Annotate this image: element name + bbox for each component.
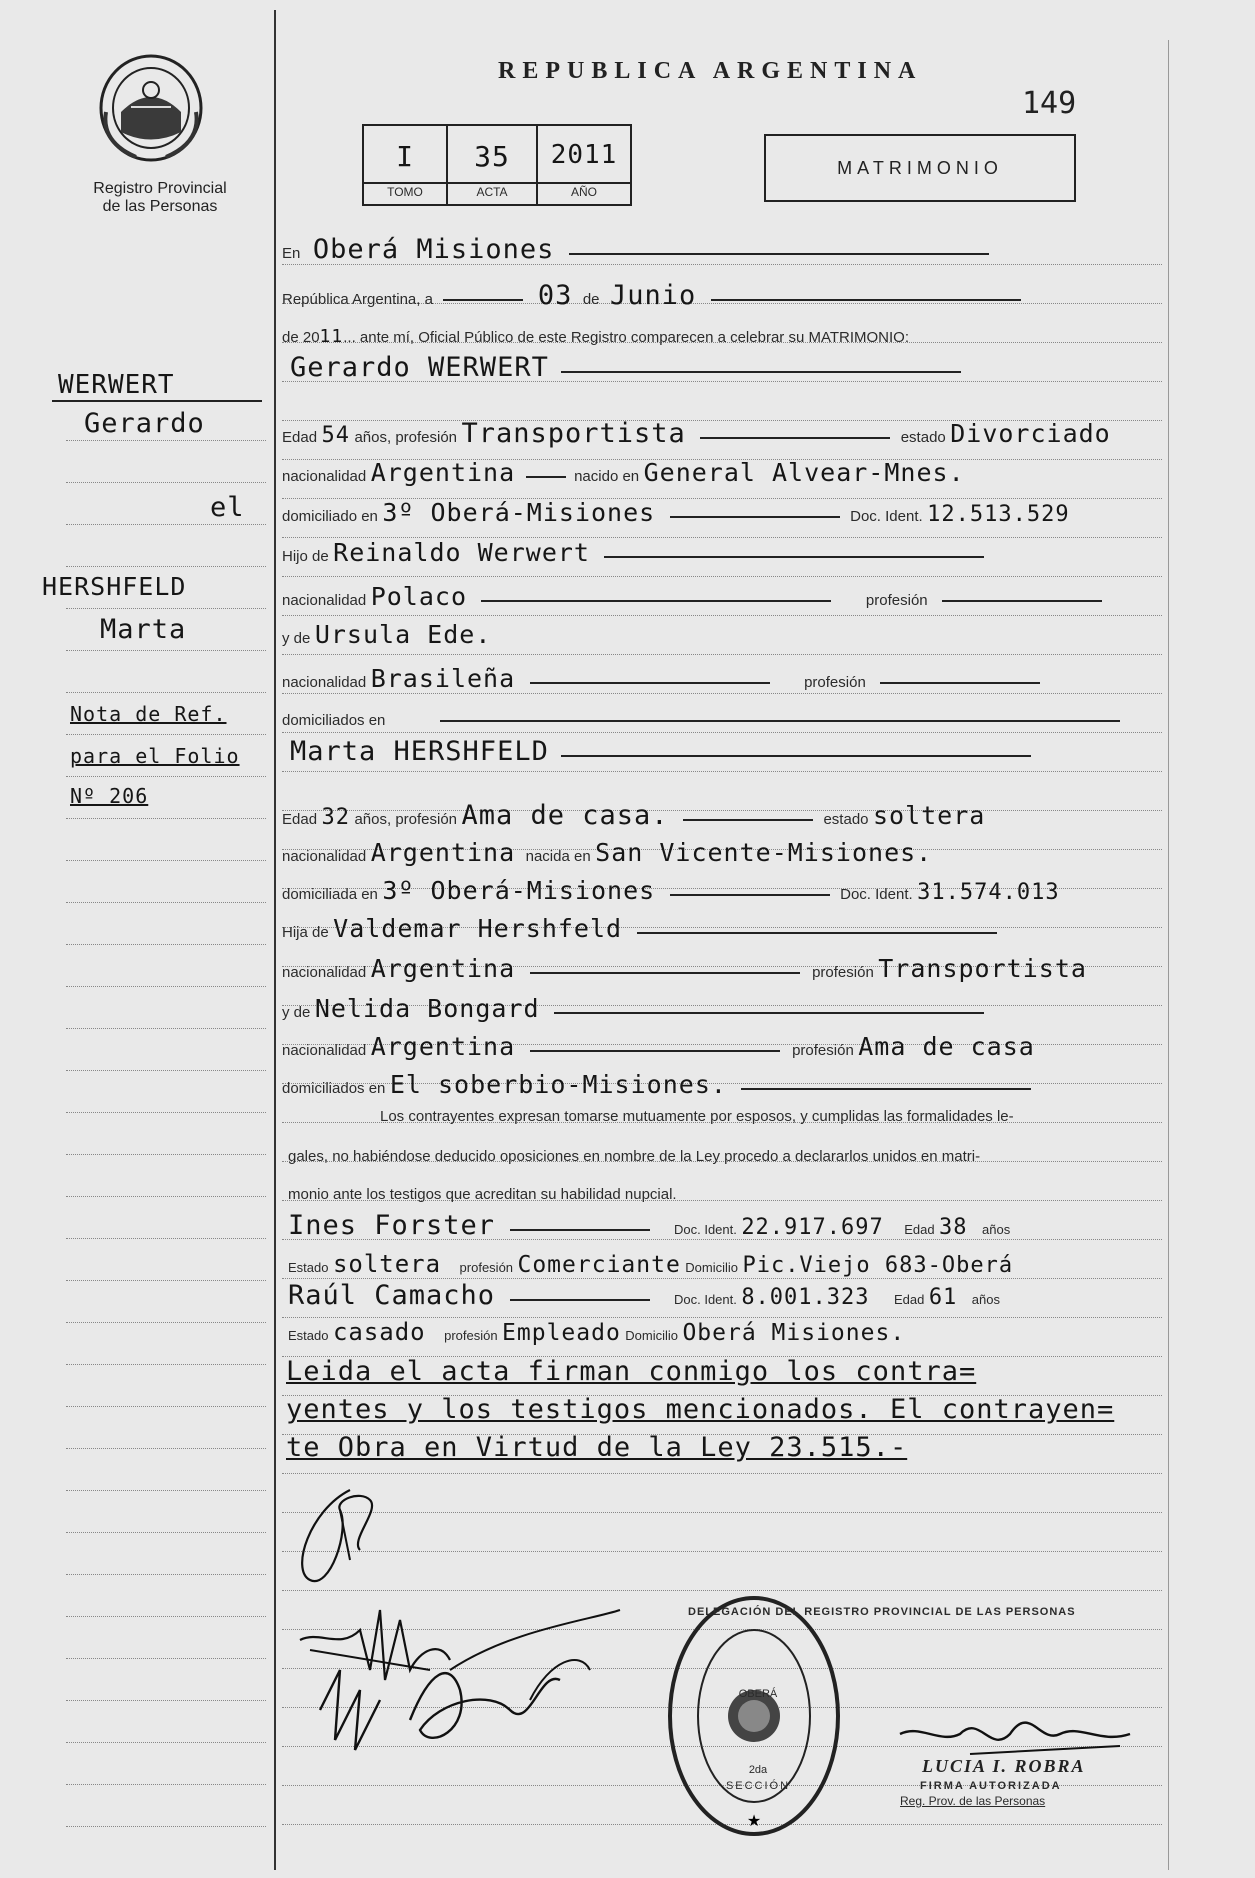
official-name: LUCIA I. ROBRA	[922, 1756, 1086, 1776]
bride-address-row	[282, 876, 1060, 905]
margin-ruled-line	[66, 1658, 266, 1659]
bride-age-row	[282, 800, 985, 831]
witness2-anos-label: años	[971, 1292, 1000, 1307]
margin-ruled-line	[66, 1280, 266, 1281]
margin-ruled-line	[66, 734, 266, 735]
margin-ruled-line	[66, 692, 266, 693]
margin-ruled-line	[66, 608, 266, 609]
bride-father-profession: Transportista	[878, 954, 1087, 983]
formal-line-2: gales, no habiéndose deducido oposiciones en nombre de la Ley procedo a declararlos unidos en matri-	[288, 1148, 981, 1165]
stamp-inner-mid: 2da	[748, 1764, 768, 1776]
groom-mother-nat-row	[282, 664, 1040, 693]
groom-mother: Ursula Ede.	[314, 620, 492, 649]
margin-ruled-line	[66, 902, 266, 903]
groom-name-row	[290, 352, 961, 383]
groom-estado-label: estado	[900, 429, 946, 446]
bride-nat-row	[282, 838, 932, 867]
margin-ruled-line	[66, 1406, 266, 1407]
witness1-prof-label: profesión	[459, 1260, 514, 1275]
record-type-box	[764, 134, 1076, 202]
bride-nationality: Argentina	[370, 838, 516, 867]
witness1-row2	[288, 1250, 1013, 1278]
groom-father: Reinaldo Werwert	[333, 538, 590, 567]
closing-line-2: yentes y los testigos mencionados. El contrayen=	[286, 1394, 1115, 1425]
groom-doc: 12.513.529	[927, 502, 1070, 527]
tomo-value: I	[396, 140, 414, 173]
bride-age: 32	[321, 805, 350, 830]
margin-ruled-line	[66, 440, 266, 441]
bride-parents-address: El soberbio-Misiones.	[389, 1070, 727, 1099]
provincial-seal	[96, 52, 206, 164]
official-title-2: Reg. Prov. de las Personas	[900, 1794, 1046, 1808]
groom-anos-label: años, profesión	[354, 429, 458, 446]
margin-ruled-line	[66, 1154, 266, 1155]
groom-father-nationality: Polaco	[370, 582, 468, 611]
witness2-address: Oberá Misiones.	[682, 1320, 906, 1346]
bride-name-row	[290, 736, 1031, 767]
witness2-dom-label: Domicilio	[625, 1328, 678, 1343]
body-ruled-line	[282, 1278, 1162, 1279]
groom-civil-status: Divorciado	[950, 419, 1111, 448]
groom-address-row	[282, 498, 1070, 527]
groom-domiciliados-label: domiciliados en	[282, 712, 386, 729]
margin-ruled-line	[66, 1532, 266, 1533]
bride-father: Valdemar Hershfeld	[333, 914, 623, 943]
witness2-edad-label: Edad	[893, 1292, 925, 1307]
witness2-age: 61	[928, 1285, 958, 1310]
witness1-anos-label: años	[982, 1222, 1011, 1237]
registry-line-1: Registro Provincial	[93, 180, 227, 197]
signatures-svg	[290, 1470, 720, 1780]
record-type: MATRIMONIO	[837, 158, 1003, 178]
groom-yde-label: y de	[282, 630, 311, 647]
witness1-civil-status: soltera	[332, 1250, 442, 1278]
margin-ruled-line	[66, 566, 266, 567]
bride-doc: 31.574.013	[917, 880, 1060, 905]
de-label: de	[582, 291, 600, 308]
margin-ruled-line	[66, 1700, 266, 1701]
margin-note-1: Nota de Ref.	[70, 702, 227, 726]
bride-mother-nationality: Argentina	[370, 1032, 516, 1061]
year-suffix: 11	[319, 326, 344, 347]
intro-place: Oberá Misiones	[312, 234, 555, 265]
margin-bride-name: Marta	[100, 614, 187, 645]
intro-year-row	[282, 326, 909, 347]
bride-domiciliados-label: domiciliados en	[282, 1080, 386, 1097]
body-ruled-line	[282, 771, 1162, 772]
margin-ruled-line	[66, 1238, 266, 1239]
signatures	[290, 1470, 720, 1780]
witness1-doc-label: Doc. Ident.	[673, 1222, 737, 1237]
bride-mother: Nelida Bongard	[314, 994, 540, 1023]
groom-age-row	[282, 418, 1111, 449]
margin-note-2: para el Folio	[70, 744, 240, 768]
groom-profession: Transportista	[461, 418, 686, 449]
bride-civil-status: soltera	[872, 801, 986, 830]
margin-underline	[52, 400, 262, 402]
body-ruled-line	[282, 732, 1162, 733]
bride-father-row	[282, 914, 997, 943]
groom-birthplace: General Alvear-Mnes.	[643, 458, 965, 487]
margin-ruled-line	[66, 1490, 266, 1491]
groom-age: 54	[321, 423, 350, 448]
witness2-doc: 8.001.323	[741, 1285, 870, 1310]
official-title-1: FIRMA AUTORIZADA	[920, 1780, 1062, 1792]
margin-ruled-line	[66, 1784, 266, 1785]
witness2-civil-status: casado	[332, 1318, 426, 1346]
margin-ruled-line	[66, 1028, 266, 1029]
country-title: REPUBLICA ARGENTINA	[498, 58, 923, 84]
bride-father-nat-row	[282, 954, 1087, 983]
witness1-doc: 22.917.697	[741, 1215, 884, 1240]
bride-nacida-label: nacida en	[525, 848, 591, 865]
margin-ruled-line	[66, 1070, 266, 1071]
closing-line-3: te Obra en Virtud de la Ley 23.515.-	[286, 1432, 908, 1463]
witness2-row1	[288, 1280, 1000, 1311]
witness2-prof-label: profesión	[444, 1328, 498, 1343]
margin-ruled-line	[66, 986, 266, 987]
closing-line-1: Leida el acta firman conmigo los contra=	[286, 1356, 977, 1387]
groom-mother-nat-label: nacionalidad	[282, 674, 367, 691]
witness2-estado-label: Estado	[288, 1328, 329, 1343]
margin-ruled-line	[66, 1364, 266, 1365]
bride-hija-label: Hija de	[282, 924, 329, 941]
groom-nat-label: nacionalidad	[282, 468, 367, 485]
witness2-doc-label: Doc. Ident.	[673, 1292, 737, 1307]
body-ruled-line	[282, 615, 1162, 616]
bride-domiciliados-row	[282, 1070, 1031, 1099]
formal-line-1: Los contrayentes expresan tomarse mutuamente por esposos, y cumplidas las formalidades le-	[380, 1108, 1014, 1125]
groom-father-nat-row	[282, 582, 1102, 611]
acta-value: 35	[474, 140, 510, 173]
body-ruled-line	[282, 693, 1162, 694]
stamp-inner-bottom: SECCIÓN	[725, 1780, 791, 1792]
bride-father-nat-label: nacionalidad	[282, 964, 367, 981]
margin-ruled-line	[66, 1616, 266, 1617]
body-ruled-line	[282, 654, 1162, 655]
bride-anos-label: años, profesión	[354, 811, 458, 828]
anio-label: AÑO	[570, 185, 597, 199]
bride-mother-nat-label: nacionalidad	[282, 1042, 367, 1059]
margin-ruled-line	[66, 1322, 266, 1323]
bride-mother-row	[282, 994, 984, 1023]
witness1-age: 38	[939, 1215, 968, 1240]
margin-ruled-line	[66, 776, 266, 777]
page-number: 149	[1022, 86, 1077, 121]
year-prefix: de 20	[282, 329, 320, 346]
groom-nacido-label: nacido en	[574, 468, 640, 485]
groom-father-nat-label: nacionalidad	[282, 592, 367, 609]
bride-mother-profession: Ama de casa	[858, 1032, 1035, 1061]
bride-doc-label: Doc. Ident.	[840, 886, 913, 903]
anio-value: 2011	[550, 140, 618, 170]
witness1-name: Ines Forster	[288, 1210, 496, 1241]
registry-line-2: de las Personas	[102, 198, 218, 215]
witness1-address: Pic.Viejo 683-Oberá	[742, 1253, 1014, 1278]
margin-ruled-line	[66, 1448, 266, 1449]
margin-ruled-line	[66, 650, 266, 651]
body-ruled-line	[282, 576, 1162, 577]
registry-name	[60, 180, 260, 216]
intro-date-row	[282, 280, 1021, 311]
bride-father-prof-label: profesión	[812, 964, 874, 981]
acta-label: ACTA	[476, 185, 508, 199]
margin-ruled-line	[66, 1574, 266, 1575]
witness1-edad-label: Edad	[904, 1222, 935, 1237]
groom-father-row	[282, 538, 984, 567]
bride-father-nationality: Argentina	[370, 954, 516, 983]
svg-text:★: ★	[746, 1811, 762, 1830]
bride-profession: Ama de casa.	[461, 800, 669, 831]
bride-mother-prof-label: profesión	[792, 1042, 854, 1059]
witness2-name: Raúl Camacho	[288, 1280, 496, 1311]
groom-domiciliados-row	[282, 712, 1120, 730]
bride-birthplace: San Vicente-Misiones.	[595, 838, 933, 867]
bride-mother-nat-row	[282, 1032, 1035, 1061]
witness1-row1	[288, 1210, 1010, 1241]
margin-ruled-line	[66, 482, 266, 483]
groom-nationality: Argentina	[370, 458, 516, 487]
margin-ruled-line	[66, 1742, 266, 1743]
en-label: En	[282, 245, 301, 262]
groom-mother-prof-label: profesión	[804, 674, 866, 691]
bride-yde-label: y de	[282, 1004, 311, 1021]
stamp-outer-text: DELEGACIÓN DEL REGISTRO PROVINCIAL DE LAS PERSONAS	[688, 1606, 1076, 1618]
margin-bride-surname: HERSHFELD	[42, 572, 187, 601]
margin-rule	[274, 10, 276, 1870]
formal-line-3: monio ante los testigos que acreditan su habilidad nupcial.	[288, 1186, 677, 1203]
stamp-inner-top: OBERÁ	[738, 1688, 778, 1700]
groom-mother-row	[282, 620, 491, 649]
bride-edad-label: Edad	[282, 811, 318, 828]
groom-full-name: Gerardo WERWERT	[290, 352, 549, 383]
official-signature	[890, 1694, 1140, 1764]
witness2-row2	[288, 1318, 905, 1346]
groom-nat-row	[282, 458, 965, 487]
groom-address: 3º Oberá-Misiones	[382, 498, 656, 527]
margin-ruled-line	[66, 944, 266, 945]
bride-nat-label: nacionalidad	[282, 848, 367, 865]
witness1-estado-label: Estado	[288, 1260, 329, 1275]
witness2-profession: Empleado	[502, 1320, 621, 1346]
intro-place-row	[282, 234, 989, 265]
bride-full-name: Marta HERSHFELD	[290, 736, 549, 767]
margin-conj: el	[210, 492, 245, 523]
groom-hijo-label: Hijo de	[282, 548, 329, 565]
groom-dom-label: domiciliado en	[282, 508, 378, 525]
margin-ruled-line	[66, 524, 266, 525]
margin-ruled-line	[66, 860, 266, 861]
groom-edad-label: Edad	[282, 429, 318, 446]
margin-note-3: Nº 206	[70, 784, 149, 808]
margin-ruled-line	[66, 818, 266, 819]
bride-dom-label: domiciliada en	[282, 886, 378, 903]
groom-father-prof-label: profesión	[865, 592, 928, 609]
republica-label: República Argentina, a	[282, 291, 433, 308]
groom-mother-nationality: Brasileña	[370, 664, 516, 693]
margin-groom-surname: WERWERT	[58, 370, 175, 400]
record-box	[362, 124, 632, 206]
bride-estado-label: estado	[823, 811, 869, 828]
bride-address: 3º Oberá-Misiones	[382, 876, 656, 905]
witness1-profession: Comerciante	[517, 1252, 681, 1278]
margin-ruled-line	[66, 1826, 266, 1827]
margin-groom-name: Gerardo	[84, 408, 205, 439]
witness1-dom-label: Domicilio	[685, 1260, 738, 1275]
intro-day: 03	[537, 280, 573, 311]
groom-doc-label: Doc. Ident.	[850, 508, 923, 525]
intro-month: Junio	[609, 280, 697, 311]
tomo-label: TOMO	[387, 185, 423, 199]
ante-text: ... ante mí, Oficial Público de este Registro comparecen a celebrar su MATRIMONIO:	[343, 329, 910, 346]
margin-ruled-line	[66, 1196, 266, 1197]
margin-ruled-line	[66, 1112, 266, 1113]
right-rule	[1168, 40, 1169, 1870]
